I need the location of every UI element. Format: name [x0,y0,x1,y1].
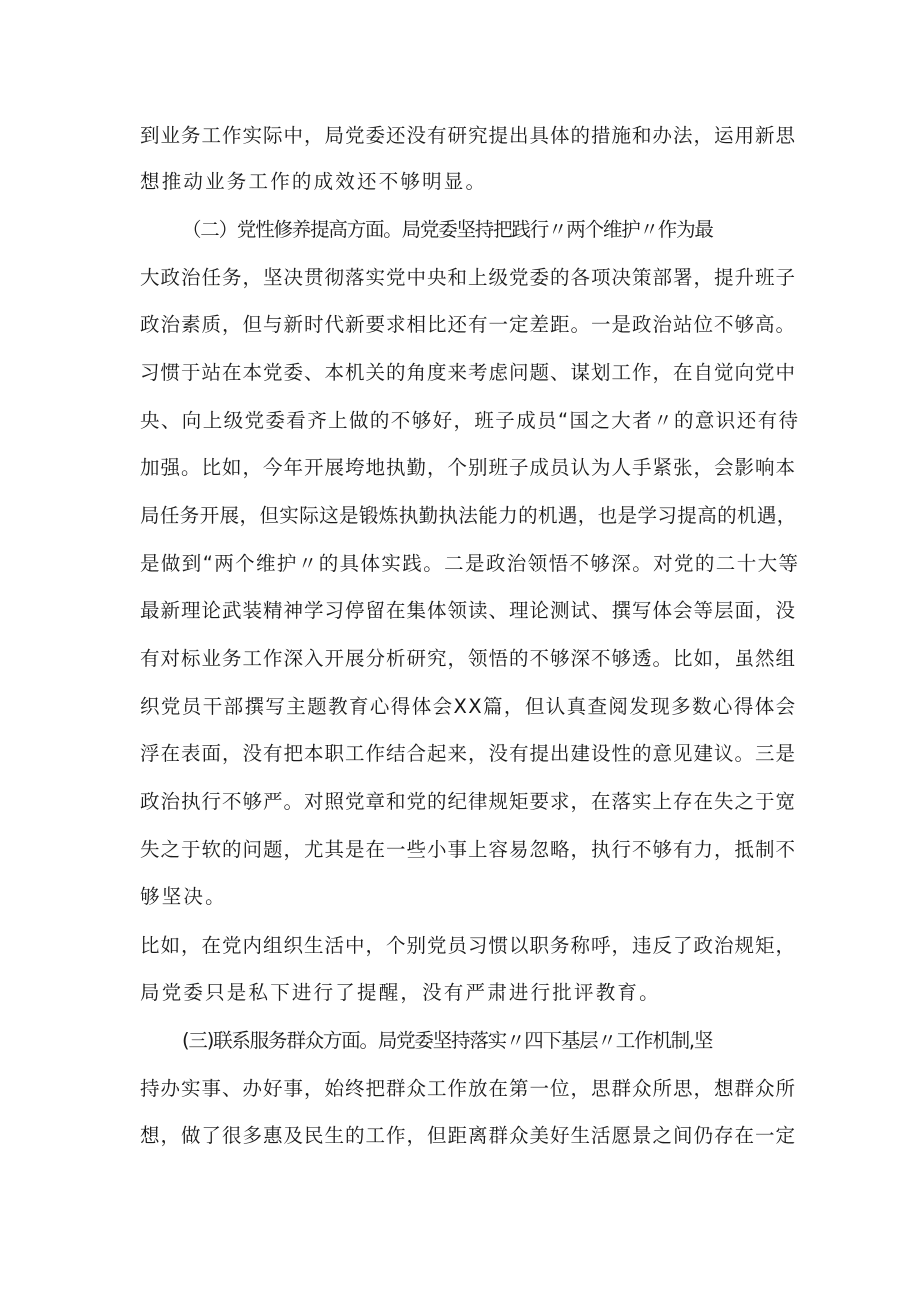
text-line: 持办实事、办好事，始终把群众工作放在第一位，思群众所思，想群众所 [140,1077,797,1100]
text-line: 织党员干部撰写主题教育心得体会XX篇，但认真查阅发现多数心得体会 [140,695,797,718]
text-line: 局党委只是私下进行了提醒，没有严肃进行批评教育。 [140,981,661,1004]
text-line: 局任务开展，但实际这是锻炼执勤执法能力的机遇，也是学习提高的机遇， [140,504,797,527]
text-line: 习惯于站在本党委、本机关的角度来考虑问题、谋划工作，在自觉向党中 [140,361,797,384]
text-line: 到业务工作实际中，局党委还没有研究提出具体的措施和办法，运用新思 [140,124,797,147]
text-line: 想推动业务工作的成效还不够明显。 [140,170,488,193]
paragraph-heading-3: (三)联系服务群众方面。局党委坚持落实〃四下基层〃工作机制,坚 [182,1029,713,1052]
text-line: 最新理论武装精神学习停留在集体领读、理论测试、撰写体会等层面，没 [140,599,797,622]
text-line: 加强。比如，今年开展垮地执勤，个别班子成员认为人手紧张，会影响本 [140,456,797,479]
text-line: 是做到“两个维护〃的具体实践。二是政治领悟不够深。对党的二十大等 [140,552,800,575]
text-line: 有对标业务工作深入开展分析研究，领悟的不够深不够透。比如，虽然组 [140,647,797,670]
text-line: 失之于软的问题，尤其是在一些小事上容易忽略，执行不够有力，抵制不 [140,838,797,861]
paragraph-heading-2: （二）党性修养提高方面。局党委坚持把践行〃两个维护〃作为最 [182,218,713,241]
text-line: 政治执行不够严。对照党章和党的纪律规矩要求，在落实上存在失之于宽 [140,790,797,813]
text-line: 政治素质，但与新时代新要求相比还有一定差距。一是政治站位不够高。 [140,313,797,336]
text-line: 够坚决。 [140,885,227,908]
text-line: 想，做了很多惠及民生的工作，但距离群众美好生活愿景之间仍存在一定 [140,1124,797,1147]
text-line: 比如，在党内组织生活中，个别党员习惯以职务称呼，违反了政治规矩， [140,934,797,957]
text-line: 大政治任务，坚决贯彻落实党中央和上级党委的各项决策部署，提升班子 [140,266,797,289]
text-line: 浮在表面，没有把本职工作结合起来，没有提出建设性的意见建议。三是 [140,742,797,765]
text-line: 央、向上级党委看齐上做的不够好，班子成员“国之大者〃的意识还有待 [140,409,800,432]
